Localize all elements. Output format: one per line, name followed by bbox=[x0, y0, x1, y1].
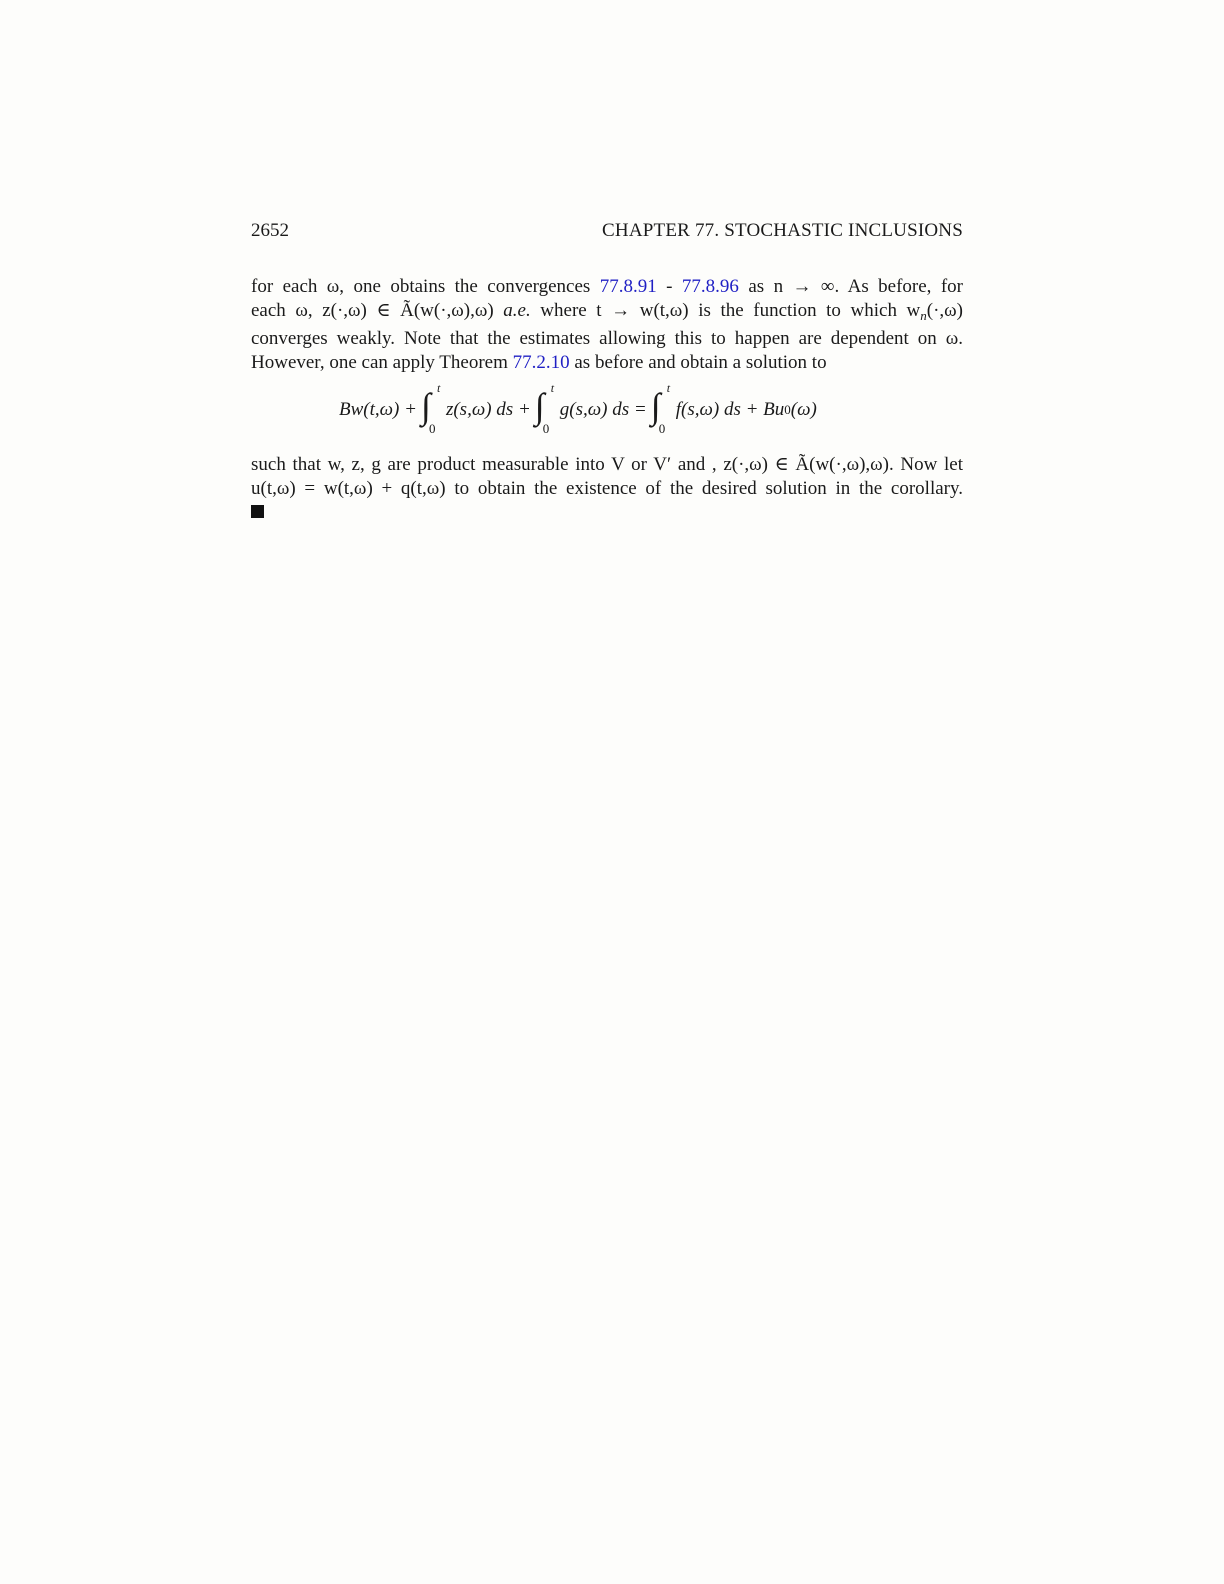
text: as n → ∞. As before, for bbox=[748, 276, 963, 297]
paragraph-1 bbox=[251, 275, 963, 374]
math: (·,ω) bbox=[926, 299, 963, 321]
math: each ω, z(·,ω) ∈ Ã(w(·,ω),ω) bbox=[251, 299, 494, 321]
upper-limit: t bbox=[666, 381, 671, 395]
paragraph-1-line-2 bbox=[251, 299, 963, 328]
text: for each ω, one obtains the convergences bbox=[251, 276, 591, 297]
upper-limit: t bbox=[436, 381, 441, 395]
theorem-ref[interactable]: 77.2.10 bbox=[512, 351, 570, 373]
text: However, one can apply Theorem bbox=[251, 351, 508, 373]
integral-3 bbox=[650, 381, 673, 436]
page-number: 2652 bbox=[251, 220, 289, 241]
lower-limit: 0 bbox=[428, 421, 436, 436]
lower-limit: 0 bbox=[542, 421, 550, 436]
paragraph-1-line-3: converges weakly. Note that the estimates allowing this to happen are dependent on ω. bbox=[251, 328, 963, 350]
integral-2 bbox=[534, 381, 557, 436]
equation-ref-start[interactable]: 77.8.91 bbox=[599, 276, 657, 297]
paragraph-2-line-2: u(t,ω) = w(t,ω) + q(t,ω) to obtain the existence of the desired solution in the corollary. bbox=[251, 477, 963, 499]
paragraph-2 bbox=[251, 453, 963, 500]
integral-sign: ∫ bbox=[534, 386, 545, 426]
lower-limit: 0 bbox=[658, 421, 666, 436]
equation-lhs: Bw(t,ω) + bbox=[339, 399, 417, 420]
integrand-f: f(s,ω) ds + Bu bbox=[675, 399, 785, 420]
paragraph-1-line-1 bbox=[251, 275, 963, 299]
text: - bbox=[666, 276, 673, 297]
running-head: CHAPTER 77. STOCHASTIC INCLUSIONS bbox=[602, 220, 963, 241]
equation-ref-end[interactable]: 77.8.96 bbox=[681, 276, 739, 297]
upper-limit: t bbox=[550, 381, 555, 395]
integral-sign: ∫ bbox=[650, 386, 661, 426]
text: as before and obtain a solution to bbox=[574, 351, 827, 373]
equation-tail: (ω) bbox=[790, 399, 817, 420]
integrand-g: g(s,ω) ds = bbox=[559, 399, 647, 420]
subscript-0: 0 bbox=[784, 402, 791, 417]
integrand-z: z(s,ω) ds + bbox=[445, 399, 531, 420]
page-header bbox=[251, 219, 963, 243]
integral-1 bbox=[420, 381, 443, 436]
subscript-n: n bbox=[920, 307, 927, 323]
paragraph-2-line-1: such that w, z, g are product measurable into V or V′ and , z(·,ω) ∈ Ã(w(·,ω),ω). Now let bbox=[251, 454, 963, 475]
qed-square-icon bbox=[251, 505, 264, 518]
text: where t → w(t,ω) is the function to which w bbox=[540, 299, 921, 321]
math-ae: a.e. bbox=[503, 299, 531, 321]
integral-sign: ∫ bbox=[420, 386, 431, 426]
display-equation bbox=[339, 381, 817, 436]
paragraph-1-line-4 bbox=[251, 351, 963, 375]
